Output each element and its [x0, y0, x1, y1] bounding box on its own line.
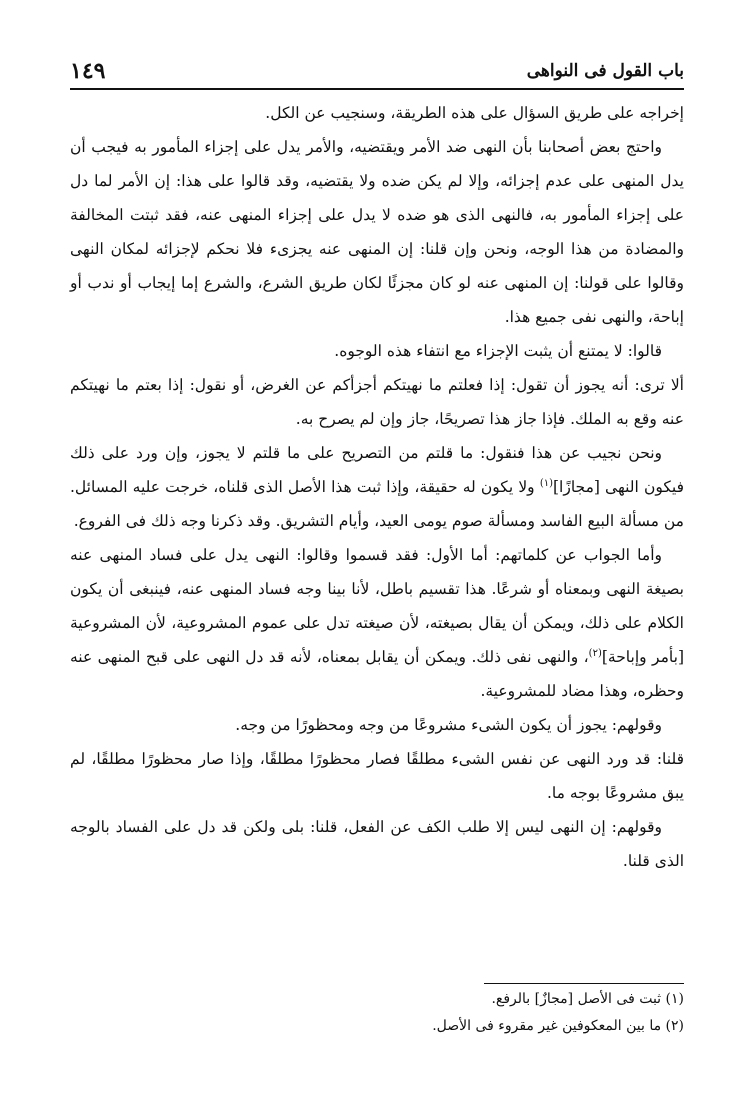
footnote-reference: (٢) — [588, 647, 602, 659]
paragraph: وقولهم: يجوز أن يكون الشىء مشروعًا من وجه ومحظورًا من وجه. — [235, 716, 662, 734]
paragraph-text: ولا يكون له حقيقة، وإذا ثبت هذا الأصل الذى قلناه، خرجت عليه المسائل. من مسألة البيع الفاسد ومسألة صوم يومى العيد، وأيام التشريق. وقد ذكرنا وجه ذلك فى الفروع. — [70, 478, 684, 530]
footnote-divider — [484, 983, 684, 984]
chapter-title: باب القول فى النواهى — [526, 61, 684, 81]
paragraph: ألا ترى: أنه يجوز أن تقول: إذا فعلتم ما نهيتكم أجزأكم عن الغرض، أو نقول: إذا بعتم ما نهيتكم عنه وقع به الملك. فإذا جاز هذا تصريحًا، جاز وإن لم يصرح به. — [70, 376, 684, 428]
paragraph — [70, 436, 684, 538]
paragraph: قالوا: لا يمتنع أن يثبت الإجزاء مع انتفاء هذه الوجوه. — [334, 342, 662, 360]
paragraph-text: وأما الجواب عن كلماتهم: أما الأول: فقد قسموا وقالوا: النهى يدل على فساد المنهى عنه بصيغة النهى وبمعناه أو شرعًا. هذا تقسيم باطل، لأنا بينا وجه فساد المنهى عنه، فينبغى أن يكون الكلام على ذلك، ويمكن أن يقال بصيغته، لأن صيغته تدل على عموم المشروعية، لأن المشروعية [بأمر وإباحة] — [70, 546, 684, 666]
paragraph-text: ونحن نجيب عن هذا فنقول: ما قلتم من التصريح على ما قلتم لا يجوز، وإن ورد على ذلك فيكون النهى [مجازًا] — [70, 444, 685, 496]
footnote: (١) ثبت فى الأصل [مجازٌ] بالرفع. — [491, 991, 684, 1007]
footnote: (٢) ما بين المعكوفين غير مقروء فى الأصل. — [432, 1018, 684, 1034]
paragraph: إخراجه على طريق السؤال على هذه الطريقة، وسنجيب عن الكل. — [265, 104, 684, 122]
paragraph: قلنا: قد ورد النهى عن نفس الشىء مطلقًا فصار محظورًا مطلقًا، وإذا صار محظورًا مطلقًا، لم يبق مشروعًا بوجه ما. — [70, 750, 684, 802]
paragraph — [70, 538, 684, 708]
main-text — [70, 96, 684, 878]
paragraph: وقولهم: إن النهى ليس إلا طلب الكف عن الفعل، قلنا: بلى ولكن قد دل على الفساد بالوجه الذى قلنا. — [70, 818, 684, 870]
footnotes — [70, 986, 684, 1040]
running-header — [70, 56, 684, 86]
footnote-reference: (١) — [539, 477, 553, 489]
paragraph-text: ، والنهى نفى ذلك. ويمكن أن يقابل بمعناه، لأنه قد دل النهى على قبح المنهى عنه وحظره، وهذا مضاد للمشروعية. — [70, 648, 684, 700]
page-number: ١٤٩ — [70, 58, 106, 84]
paragraph: واحتج بعض أصحابنا بأن النهى ضد الأمر ويقتضيه، والأمر يدل على إجزاء المأمور به فيجب أن يدل المنهى على عدم إجزائه، وإلا لم يكن ضده ولا يقتضيه، وقد قالوا على هذا: إن الأمر لما دل على إجزاء المأمور به، فالنهى الذى هو ضده لا يدل على إجزاء المنهى عنه، فقد ثبتت المخالفة والمضادة من هذا الوجه، ونحن وإن قلنا: إن المنهى عنه يجزىء فلا نحكم لإجزائه لمكان النهى وقالوا على قولنا: إن المنهى عنه لو كان مجزئًا لكان طريق الشرع، والشرع إما إيجاب أو ندب أو إباحة، والنهى نفى جميع هذا. — [70, 138, 684, 326]
header-divider — [70, 88, 684, 90]
